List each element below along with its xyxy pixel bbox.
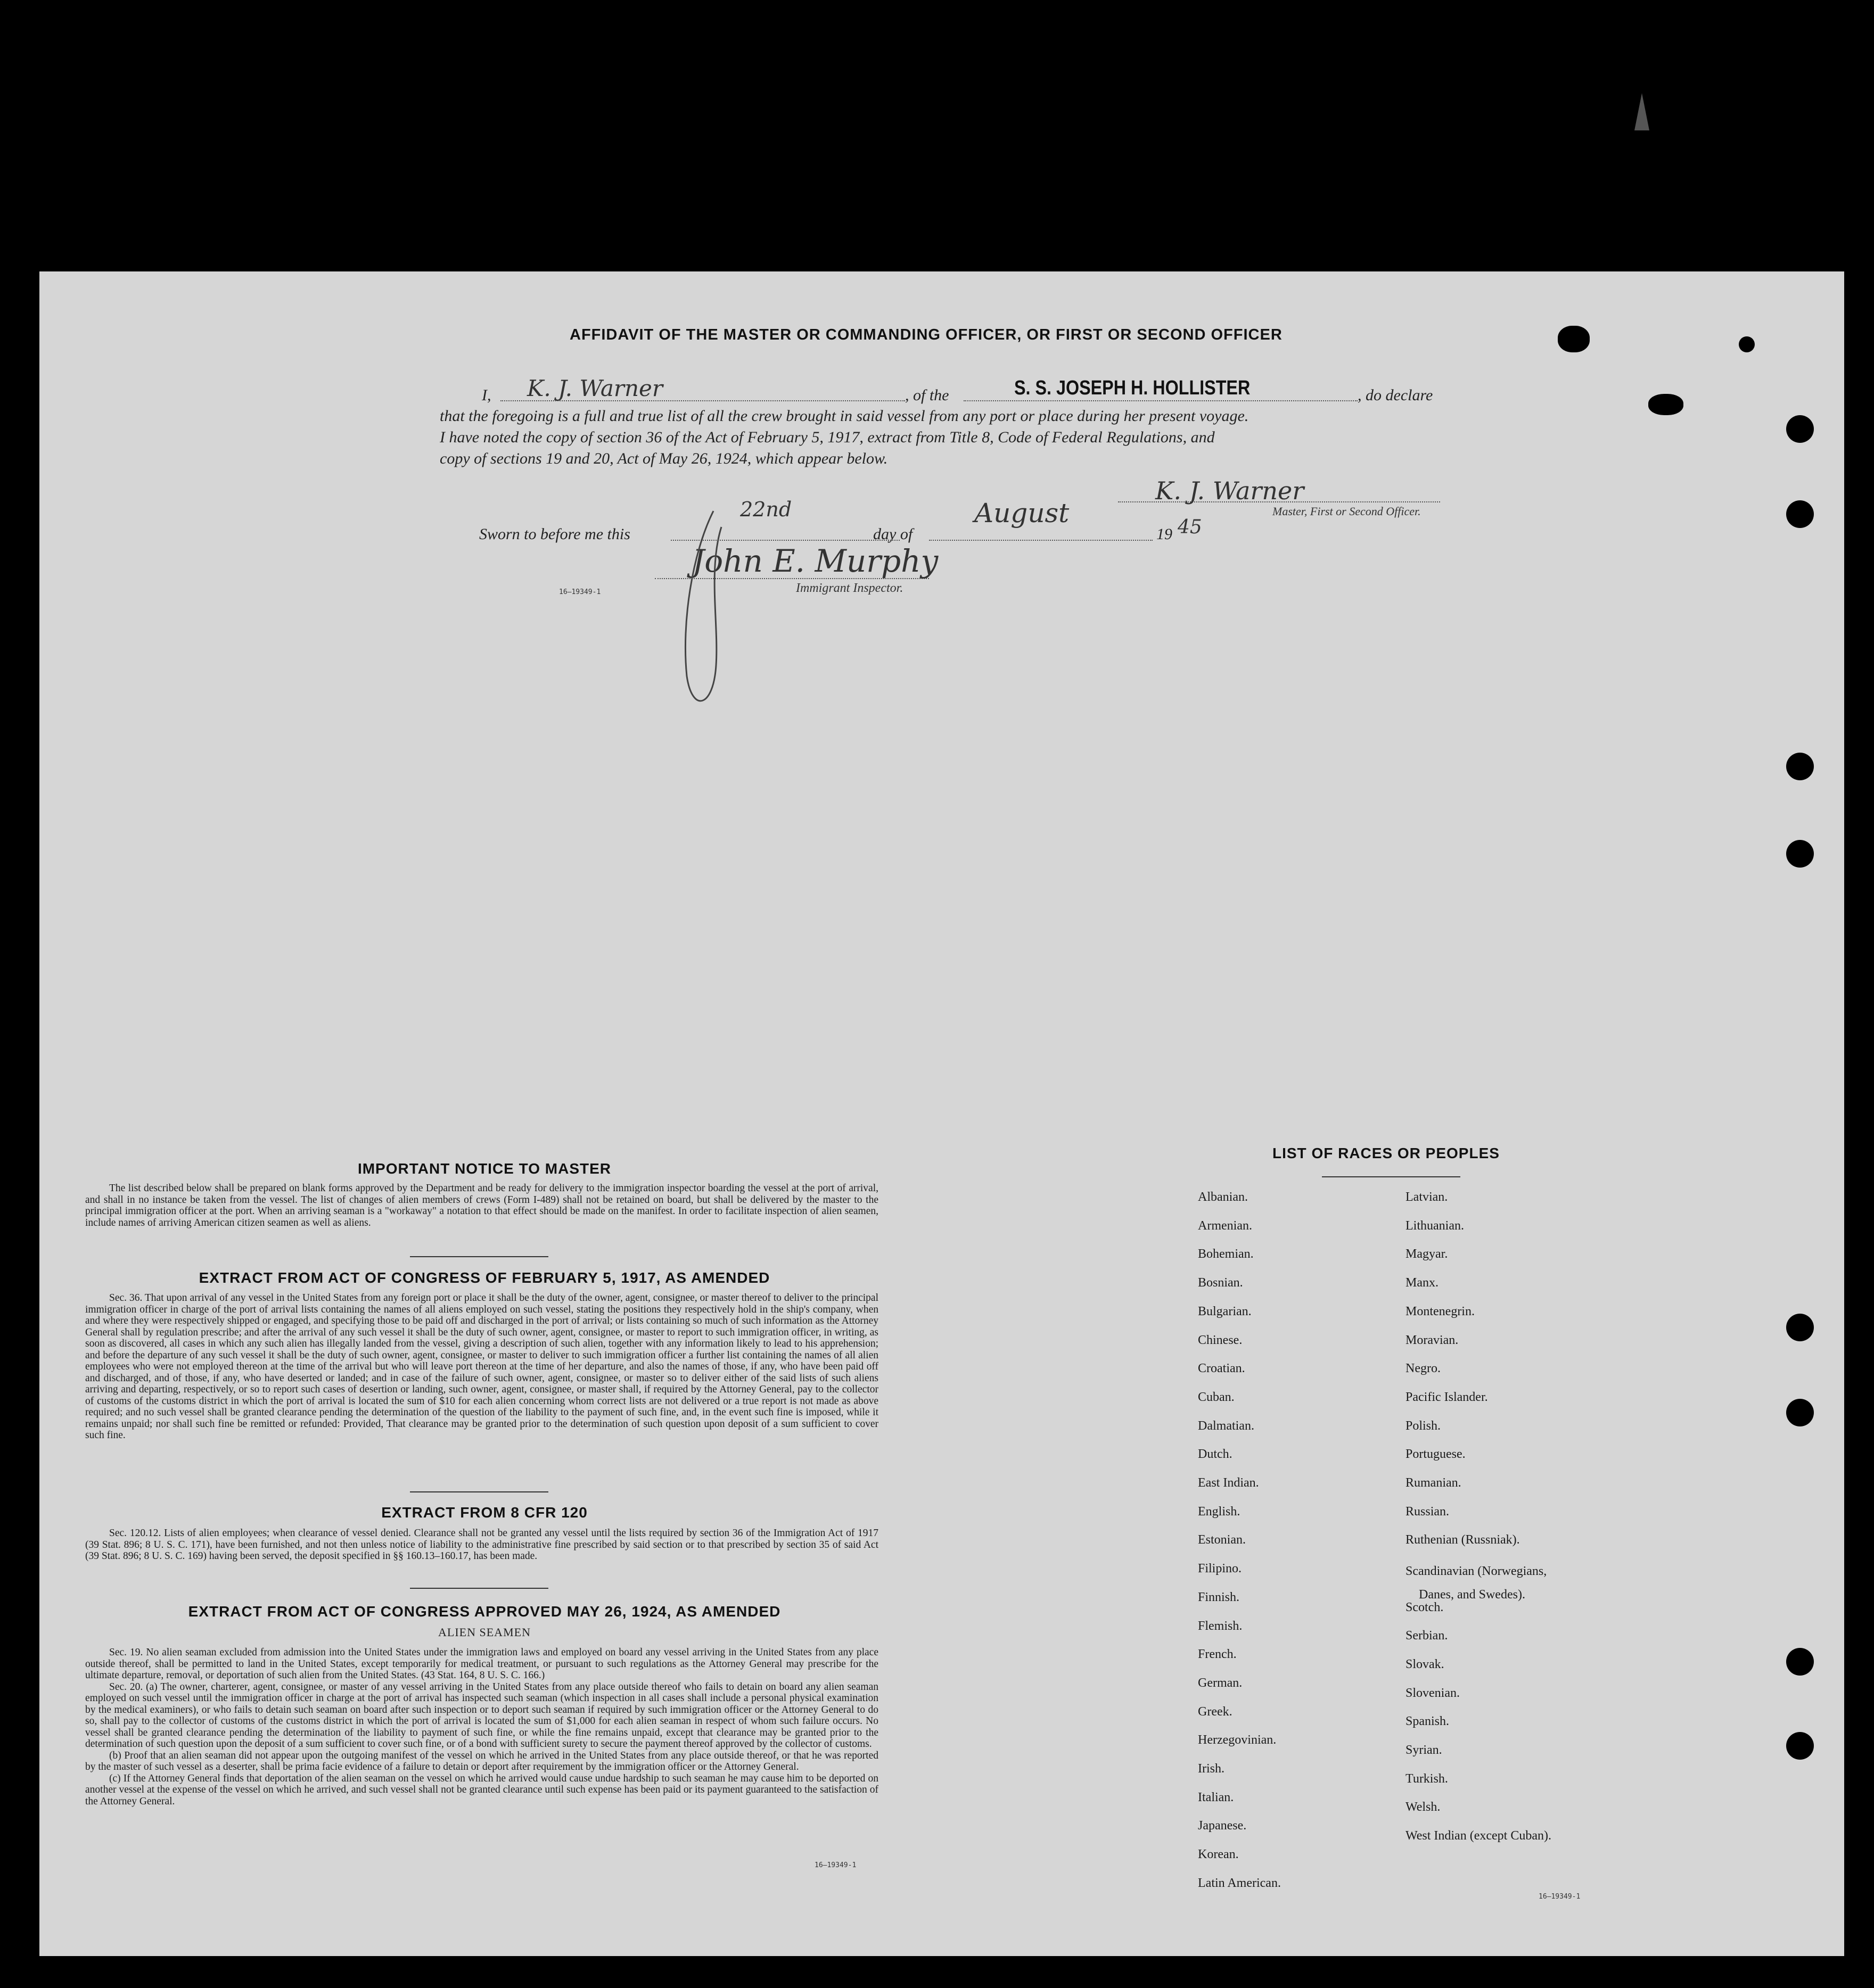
race-item: West Indian (except Cuban). xyxy=(1406,1829,1551,1843)
race-item: Pacific Islander. xyxy=(1406,1390,1488,1404)
race-item: Dutch. xyxy=(1198,1447,1232,1462)
extract-1924-title: EXTRACT FROM ACT OF CONGRESS APPROVED MAY 26, 1924, AS AMENDED xyxy=(188,1603,781,1620)
race-item: Herzegovinian. xyxy=(1198,1733,1277,1747)
affidavit-title: AFFIDAVIT OF THE MASTER OR COMMANDING OFFICER, OR FIRST OR SECOND OFFICER xyxy=(570,326,1283,343)
race-item: Finnish. xyxy=(1198,1590,1240,1604)
race-item: Turkish. xyxy=(1406,1771,1448,1786)
race-item: Greek. xyxy=(1198,1704,1232,1719)
race-item: Ruthenian (Russniak). xyxy=(1406,1533,1520,1547)
race-item: Negro. xyxy=(1406,1362,1441,1376)
sec-20c: (c) If the Attorney General finds that deportation of the alien seaman on the vessel on which he arrived would cause undue hardship to such seaman he may cause him to be deported on another vessel at the expense of the vessel on which he arrived, and such vessel shall not be granted clearance until such expense has been paid or its payment guaranteed to the satisfaction of the Attorney General. xyxy=(85,1772,878,1807)
extract-1917-title: EXTRACT FROM ACT OF CONGRESS OF FEBRUARY 5, 1917, AS AMENDED xyxy=(199,1269,770,1286)
races-title: LIST OF RACES OR PEOPLES xyxy=(1272,1145,1500,1161)
race-item: Japanese. xyxy=(1198,1819,1247,1833)
i-label: I, xyxy=(482,386,491,404)
notice-title: IMPORTANT NOTICE TO MASTER xyxy=(357,1160,612,1177)
corner-mark xyxy=(1634,93,1649,130)
race-item: Filipino. xyxy=(1198,1562,1242,1576)
punch-hole xyxy=(1786,840,1814,868)
signature-flourish xyxy=(671,506,735,713)
extract-1924-subtitle: ALIEN SEAMEN xyxy=(438,1626,531,1639)
of-the-label: , of the xyxy=(905,386,949,404)
race-item: Rumanian. xyxy=(1406,1476,1461,1490)
race-item: Manx. xyxy=(1406,1276,1439,1290)
race-item: Syrian. xyxy=(1406,1743,1442,1758)
race-item: Croatian. xyxy=(1198,1362,1245,1376)
extract-cfr-title: EXTRACT FROM 8 CFR 120 xyxy=(381,1504,588,1521)
punch-hole xyxy=(1786,753,1814,780)
race-item: Albanian. xyxy=(1198,1190,1248,1204)
punch-hole xyxy=(1786,415,1814,443)
race-item: Armenian. xyxy=(1198,1218,1252,1233)
year-value: 45 xyxy=(1178,516,1202,538)
race-item: Flemish. xyxy=(1198,1619,1243,1633)
affidavit-line-3: I have noted the copy of section 36 of the Act of February 5, 1917, extract from Title 8, Code of Federal Regulations, and xyxy=(440,428,1215,446)
race-item: Moravian. xyxy=(1406,1333,1459,1347)
race-item: Scotch. xyxy=(1406,1600,1444,1614)
punch-hole xyxy=(1786,1399,1814,1426)
vessel-line xyxy=(964,400,1358,401)
race-item: German. xyxy=(1198,1676,1243,1690)
race-item: Russian. xyxy=(1406,1504,1450,1519)
punch-hole xyxy=(1786,1314,1814,1341)
race-item: Chinese. xyxy=(1198,1333,1243,1347)
do-declare-label: , do declare xyxy=(1358,386,1433,404)
race-item: Montenegrin. xyxy=(1406,1304,1475,1318)
punch-hole xyxy=(1786,1732,1814,1760)
affidavit-line-2: that the foregoing is a full and true list of all the crew brought in said vessel from any port or place during her present voyage. xyxy=(440,407,1249,425)
month-value: August xyxy=(974,498,1070,529)
punch-hole xyxy=(1786,1648,1814,1676)
race-scandinavian-cont: Danes, and Swedes). xyxy=(1419,1588,1525,1602)
punch-hole xyxy=(1648,394,1683,415)
sec-20a: Sec. 20. (a) The owner, charterer, agent, consignee, or master of any vessel arriving in the United States from any place outside thereof who fails to detain on board any alien seaman employed on such vessel until the immigration officer in charge at the port of arrival has inspected such seaman (which inspection in all cases shall include a personal physical examination by the medical examiners), or who fails to detain such seaman on board after such inspection or to deport such seaman if required by such immigration officer or the Attorney General to do so, shall pay to the collector of customs of the customs district in which the port of arrival is located the sum of $1,000 for each alien seaman in respect of whom such failure occurs. No vessel shall be granted clearance pending the determination of the liability to payment of such fine, or while the fine remains unpaid, except that clearance may be granted prior to the determination of such question upon the deposit of a sum sufficient to cover such fine, or of a bond with sufficient surety to secure the payment thereof approved by the collector of customs. xyxy=(85,1681,878,1750)
race-item: French. xyxy=(1198,1647,1237,1662)
race-item: Bulgarian. xyxy=(1198,1304,1252,1318)
divider xyxy=(1322,1176,1460,1177)
race-item: Slovenian. xyxy=(1406,1686,1460,1700)
race-item: Bosnian. xyxy=(1198,1276,1243,1290)
race-item: Korean. xyxy=(1198,1847,1239,1862)
punch-hole xyxy=(1739,336,1755,352)
race-item: Magyar. xyxy=(1406,1247,1448,1261)
divider xyxy=(410,1588,548,1589)
sec-20b: (b) Proof that an alien seaman did not appear upon the outgoing manifest of the vessel on which he arrived in the United States from any place outside thereof, or that he was reported by the master of such vessel as a deserter, shall be prima facie evidence of a failure to detain or deport after requirement by the immigration officer or the Attorney General. xyxy=(85,1750,878,1772)
race-item: Welsh. xyxy=(1406,1800,1441,1814)
races-form-number: 16—19349-1 xyxy=(1539,1893,1581,1901)
race-item: Latvian. xyxy=(1406,1190,1448,1204)
race-item: East Indian. xyxy=(1198,1476,1259,1490)
race-item: Dalmatian. xyxy=(1198,1418,1254,1433)
inspector-caption: Immigrant Inspector. xyxy=(796,581,903,595)
day-of-label: day of xyxy=(873,525,913,543)
race-item: Scandinavian (Norwegians, xyxy=(1406,1564,1547,1579)
extract-1917-text: Sec. 36. That upon arrival of any vessel in the United States from any foreign port or place it shall be the duty of the owner, agent, consignee, or master thereof to deliver to the principal immigration officer in charge of the port of arrival lists containing the names of all aliens employed on such vessel, stating the positions they respectively hold in the ship's company, when and where they were respectively shipped or engaged, and specifying those to be paid off and discharged in the port of arrival; or lists containing so much of such information as the Attorney General shall by regulation prescribe; and after the arrival of any such vessel it shall be the duty of such owner, agent, consignee, or master to report to such immigration officer, in writing, as soon as discovered, all cases in which any such alien has illegally landed from the vessel, giving a description of such alien, together with any information likely to lead to his apprehension; and before the departure of any such vessel it shall be the duty of such owner, agent, consignee, or master to deliver to such immigration officer a further list containing the names of all alien employees who were not employed thereon at the time of the arrival but who will leave port thereon at the time of her departure, and also the names of those, if any, who have been paid off and discharged, and of those, if any, who have deserted or landed; and in case of the failure of such owner, agent, consignee, or master so to deliver either of the said lists of such aliens arriving and departing, respectively, or so to report such cases of desertion or landing, such owner, agent, consignee, or master shall, if required by the Attorney General, pay to the collector of customs of the customs district in which the port of arrival is located the sum of $10 for each alien concerning whom correct lists are not delivered or a true report is not made as above required; and no such vessel shall be granted clearance pending the determination of the question of the liability to the payment of such fine, and, in the event such fine is imposed, while it remains unpaid; nor shall such fine be remitted or refunded: Provided, That clearance may be granted prior to the determination of such question upon deposit of a sum sufficient to cover such fine. xyxy=(85,1292,878,1441)
affidavit-form-number: 16—19349-1 xyxy=(559,588,601,596)
race-item: Spanish. xyxy=(1406,1714,1450,1729)
sec-19: Sec. 19. No alien seaman excluded from admission into the United States under the immigration laws and employed on board any vessel arriving in the United States from any place outside thereof, shall be permitted to land in the United States, except temporarily for medical treatment, or pursuant to such regulations as the Attorney General may prescribe for the ultimate departure, removal, or deportation of such alien from the United States. (43 Stat. 164, 8 U. S. C. 166.) xyxy=(85,1647,878,1681)
year-prefix: 19 xyxy=(1156,525,1172,543)
notice-text: The list described below shall be prepared on blank forms approved by the Department and be ready for delivery to the immigration inspector boarding the vessel at the port of arrival, and shall in no instance be taken from the vessel. The list of changes of alien members of crews (Form I-489) shall not be retained on board, but shall be delivered by the master to the principal immigration officer at the port. When an arriving seaman is a "workaway" a notation to that effect should be made on the manifest. In order to facilitate inspection of alien seamen, include names of arriving American citizen seamen as well as aliens. xyxy=(85,1183,878,1228)
race-item: Cuban. xyxy=(1198,1390,1235,1404)
race-item: Italian. xyxy=(1198,1790,1234,1804)
affidavit-line-4: copy of sections 19 and 20, Act of May 26, 1924, which appear below. xyxy=(440,450,888,467)
inspector-signature: John E. Murphy xyxy=(692,543,939,579)
divider xyxy=(410,1491,548,1492)
extract-cfr-text: Sec. 120.12. Lists of alien employees; when clearance of vessel denied. Clearance shall not be granted any vessel until the lists required by section 36 of the Immigration Act of 1917 (39 Stat. 896; 8 U. S. C. 171), have been furnished, and not then unless notice of liability to the administrative fine prescribed by said section or to that prescribed by section 35 of said Act (39 Stat. 896; 8 U. S. C. 169) having been served, the deposit specified in §§ 160.13–160.17, has been made. xyxy=(85,1528,878,1562)
day-value: 22nd xyxy=(740,498,792,521)
race-item: English. xyxy=(1198,1504,1240,1519)
race-item: Bohemian. xyxy=(1198,1247,1254,1261)
extract-form-number: 16—19349-1 xyxy=(815,1861,857,1869)
officer-caption: Master, First or Second Officer. xyxy=(1272,505,1421,518)
officer-signature: K. J. Warner xyxy=(1155,476,1304,505)
race-item: Estonian. xyxy=(1198,1533,1246,1547)
race-item: Slovak. xyxy=(1406,1657,1444,1671)
divider xyxy=(410,1256,548,1257)
month-line xyxy=(929,540,1153,541)
declarant-signature: K. J. Warner xyxy=(527,375,663,401)
sworn-label: Sworn to before me this xyxy=(479,525,630,543)
extract-1924-text xyxy=(85,1647,878,1807)
race-item: Irish. xyxy=(1198,1762,1224,1776)
race-item: Latin American. xyxy=(1198,1876,1281,1890)
vessel-name: S. S. JOSEPH H. HOLLISTER xyxy=(1014,377,1251,399)
punch-hole xyxy=(1786,500,1814,528)
race-item: Polish. xyxy=(1406,1418,1441,1433)
punch-hole xyxy=(1558,326,1590,352)
race-item: Lithuanian. xyxy=(1406,1218,1464,1233)
race-item: Portuguese. xyxy=(1406,1447,1466,1462)
race-item: Serbian. xyxy=(1406,1629,1448,1643)
